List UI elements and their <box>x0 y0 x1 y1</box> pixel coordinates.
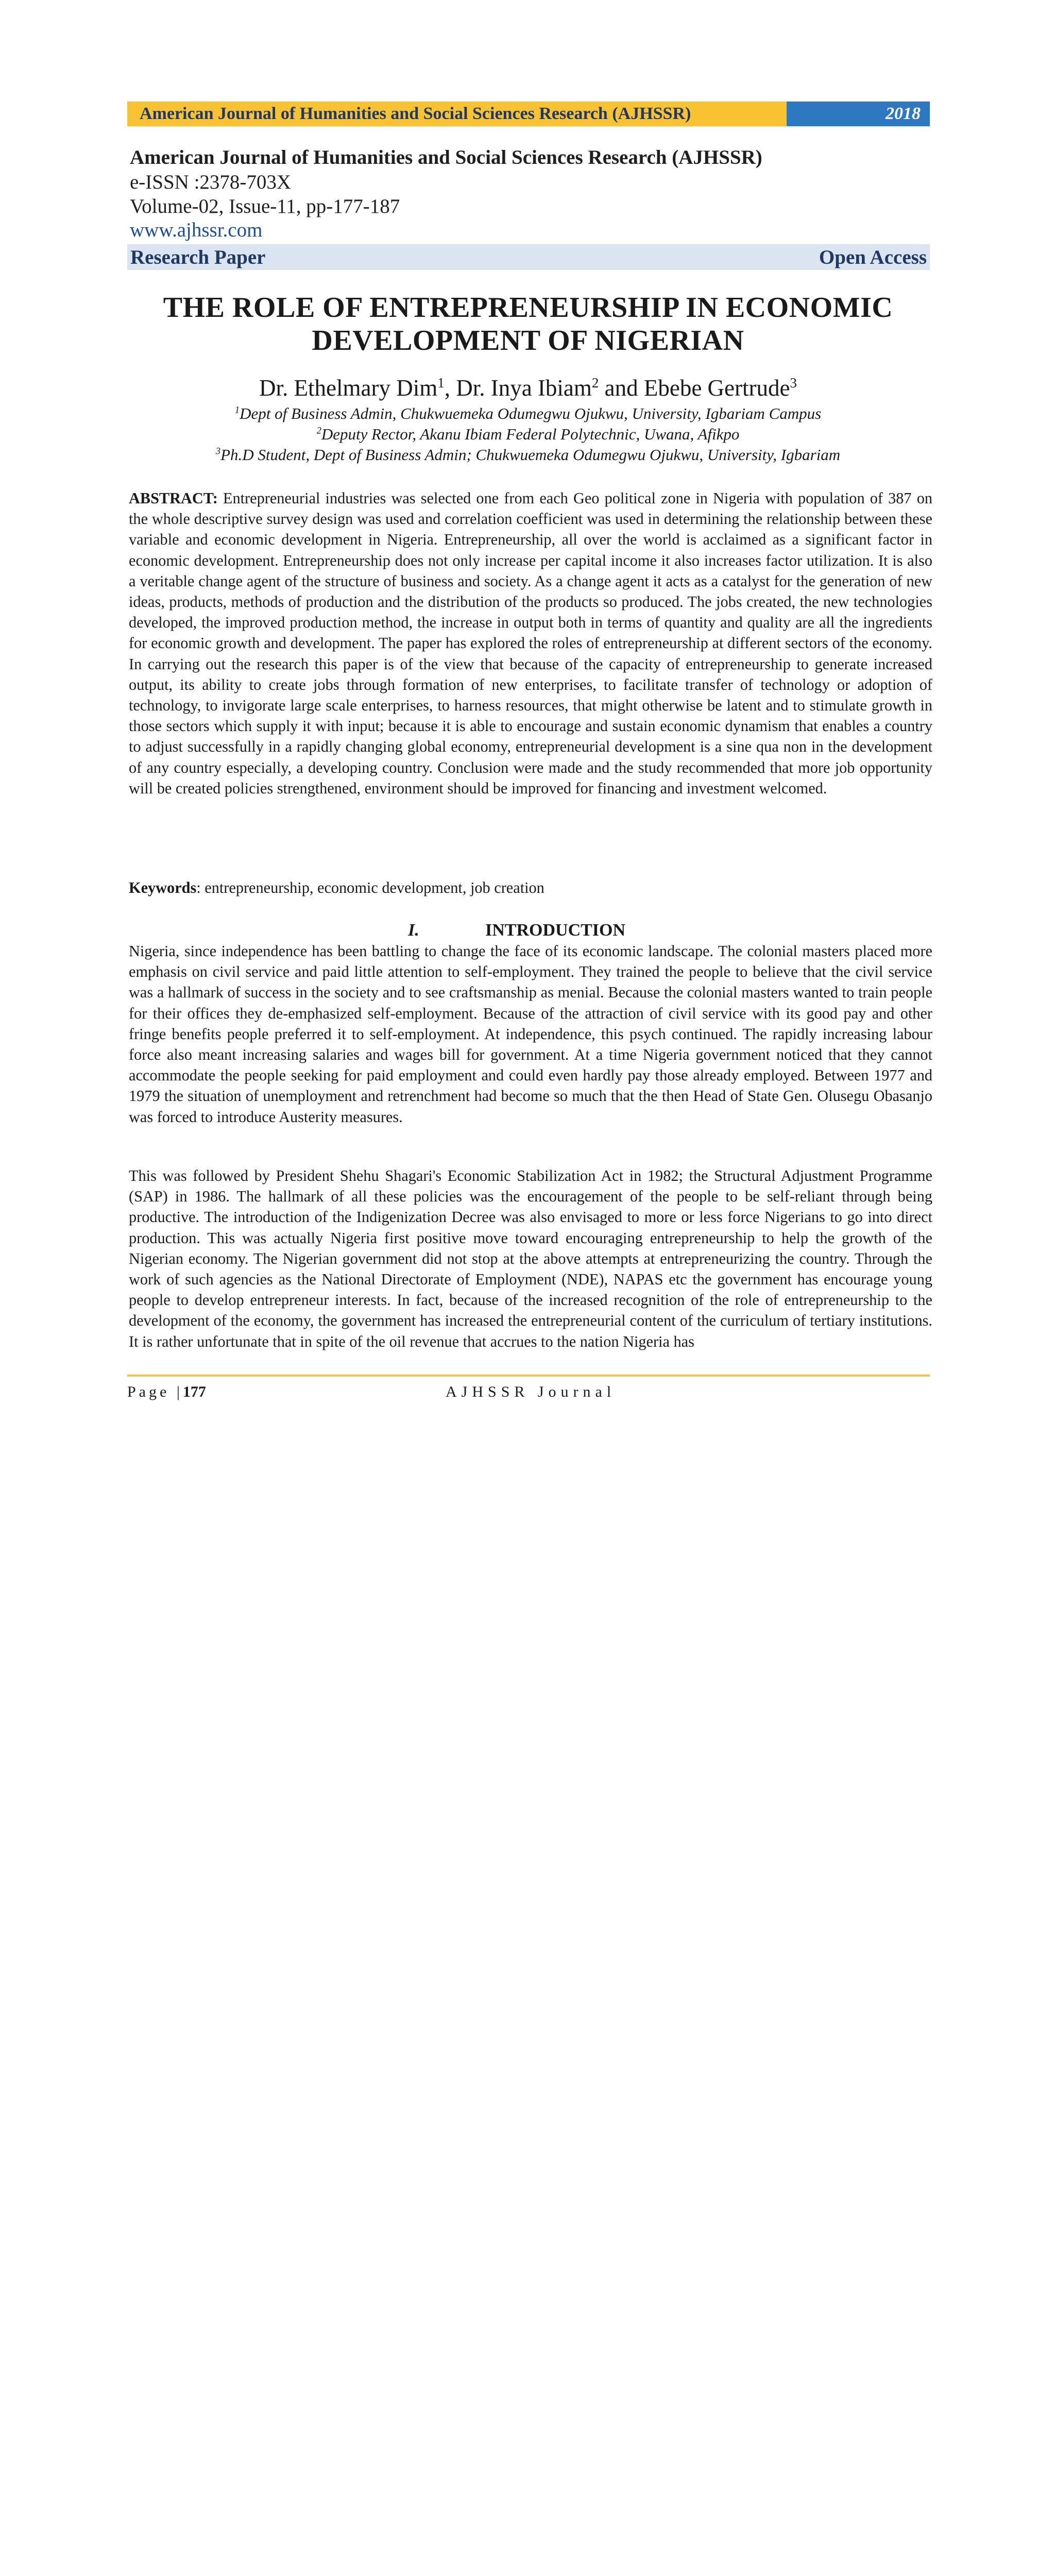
affiliation-2 <box>103 425 953 444</box>
affiliation-3 <box>103 445 953 465</box>
paper-type-label: Research Paper <box>130 246 266 268</box>
footer-page-label: Page | <box>127 1383 183 1400</box>
abstract-text: Entrepreneurial industries was selected one from each Geo political zone in Nigeria with population of 387 on the whole descriptive survey design was used and correlation coefficient was used in determining the relationship between these variable and economic development in Nigeria. Entrepreneurship, all over the world is acclaimed as a significant factor in economic development. Entrepreneurship does not only increase per capital income it also increases factor utilization. It is also a veritable change agent of the structure of business and society. As a change agent it acts as a catalyst for the generation of new ideas, products, methods of production and the distribution of the products so produced. The jobs created, the new technologies developed, the improved production method, the increase in output both in terms of quantity and quality are all the ingredients for economic growth and development. The paper has explored the roles of entrepreneurship at different sectors of the economy. In carrying out the research this paper is of the view that because of the capacity of entrepreneurship to generate increased output, its ability to create jobs through formation of new enterprises, to facilitate transfer of technology or adoption of technology, to invigorate large scale enterprises, to harness resources, that might otherwise be latent and to stimulate growth in those sectors which supply it with input; because it is able to encourage and sustain economic dynamism that enables a country to adjust successfully in a rapidly changing global economy, entrepreneurial development is a sine qua non in the development of any country especially, a developing country. Conclusion were made and the study recommended that more job opportunity will be created policies strengthened, environment should be improved for financing and investment welcomed. <box>129 489 932 797</box>
journal-name: American Journal of Humanities and Social Sciences Research (AJHSSR) <box>130 146 762 168</box>
running-header <box>127 101 930 126</box>
intro-paragraph-1: Nigeria, since independence has been battling to change the face of its economic landscape. The colonial masters placed more emphasis on civil service and paid little attention to self-employment. They trained the people to believe that the civil service was a hallmark of success in the society and to see craftsmanship as menial. Because the colonial masters wanted to train people for their offices they de-emphasized self-employment. Because of the attraction of civil service with its good pay and other fringe benefits people preferred it to self-employment. At independence, this psych continued. The rapidly increasing labour force also meant increasing salaries and wages bill for government. At a time Nigeria government noticed that they cannot accommodate the people seeking for paid employment and could even hardly pay those already employed. Between 1977 and 1979 the situation of unemployment and retrenchment had become so much that the then Head of State Gen. Olusegu Obasanjo was forced to introduce Austerity measures. <box>129 942 932 1126</box>
affiliation-superscript: 1 <box>234 404 240 416</box>
affiliation-superscript: 3 <box>215 446 221 457</box>
open-access-label: Open Access <box>819 246 927 268</box>
section-number: I. <box>408 921 419 940</box>
paper-title-line-2: DEVELOPMENT OF NIGERIAN <box>312 325 744 357</box>
footer-page-number: 177 <box>182 1383 206 1400</box>
author-name: Dr. Ethelmary Dim <box>259 375 438 401</box>
keywords-text: : entrepreneurship, economic development, job creation <box>196 879 544 896</box>
intro-paragraph-2: This was followed by President Shehu Shagari's Economic Stabilization Act in 1982; the Structural Adjustment Programme (SAP) in 1986. The hallmark of all these policies was the encouragement of the people to be self-reliant through being productive. The introduction of the Indigenization Decree was also envisaged to more or less force Nigerians to go into direct production. This was actually Nigeria first positive move toward encouraging entrepreneurship to help the growth of the Nigerian economy. The Nigerian government did not stop at the above attempts at entrepreneurizing the country. Through the work of such agencies as the National Directorate of Employment (NDE), NAPAS etc the government has encourage young people to develop entrepreneur interests. In fact, because of the increased recognition of the role of entrepreneurship to the development of the economy, the government has increased the entrepreneurial content of the curriculum of tertiary institutions. It is rather unfortunate that in spite of the oil revenue that accrues to the nation Nigeria has <box>129 1167 932 1350</box>
author-name: Ebebe Gertrude <box>643 375 790 401</box>
abstract-label: ABSTRACT: <box>129 489 218 507</box>
abstract <box>129 488 932 799</box>
author-name: Dr. Inya Ibiam <box>456 375 592 401</box>
paper-title <box>103 291 953 357</box>
section-title: INTRODUCTION <box>485 921 626 940</box>
affiliation-1 <box>103 404 953 423</box>
keywords-label: Keywords <box>129 879 197 896</box>
journal-issn: e-ISSN :2378-703X <box>130 171 292 193</box>
footer-page <box>127 1382 1055 2576</box>
footer-rule <box>127 1375 930 1377</box>
paper-type-bar <box>127 244 930 270</box>
author-separator: and <box>599 375 644 401</box>
journal-volume: Volume-02, Issue-11, pp-177-187 <box>130 195 400 217</box>
author-list <box>103 374 953 402</box>
author-separator: , <box>444 375 456 401</box>
author-superscript: 3 <box>790 375 797 391</box>
running-header-journal-name: American Journal of Humanities and Social Sciences Research (AJHSSR) <box>127 101 787 126</box>
affiliation-text: Dept of Business Admin, Chukwuemeka Odumegwu Ojukwu, University, Igbariam Campus <box>240 404 822 422</box>
journal-url-link[interactable]: www.ajhssr.com <box>130 219 263 241</box>
affiliation-text: Deputy Rector, Akanu Ibiam Federal Polytechnic, Uwana, Afikpo <box>321 425 740 443</box>
author-superscript: 1 <box>437 375 445 391</box>
footer-journal-label: AJHSSR Journal <box>446 1383 616 1400</box>
affiliation-superscript: 2 <box>316 425 321 436</box>
author-superscript: 2 <box>591 375 599 391</box>
affiliation-text: Ph.D Student, Dept of Business Admin; Chukwuemeka Odumegwu Ojukwu, University, Igbariam <box>220 446 841 464</box>
keywords <box>129 877 932 898</box>
paper-title-line-1: THE ROLE OF ENTREPRENEURSHIP IN ECONOMIC <box>163 292 893 324</box>
journal-info-block <box>130 145 933 242</box>
page-footer <box>127 1382 930 1402</box>
running-header-year: 2018 <box>787 101 930 126</box>
